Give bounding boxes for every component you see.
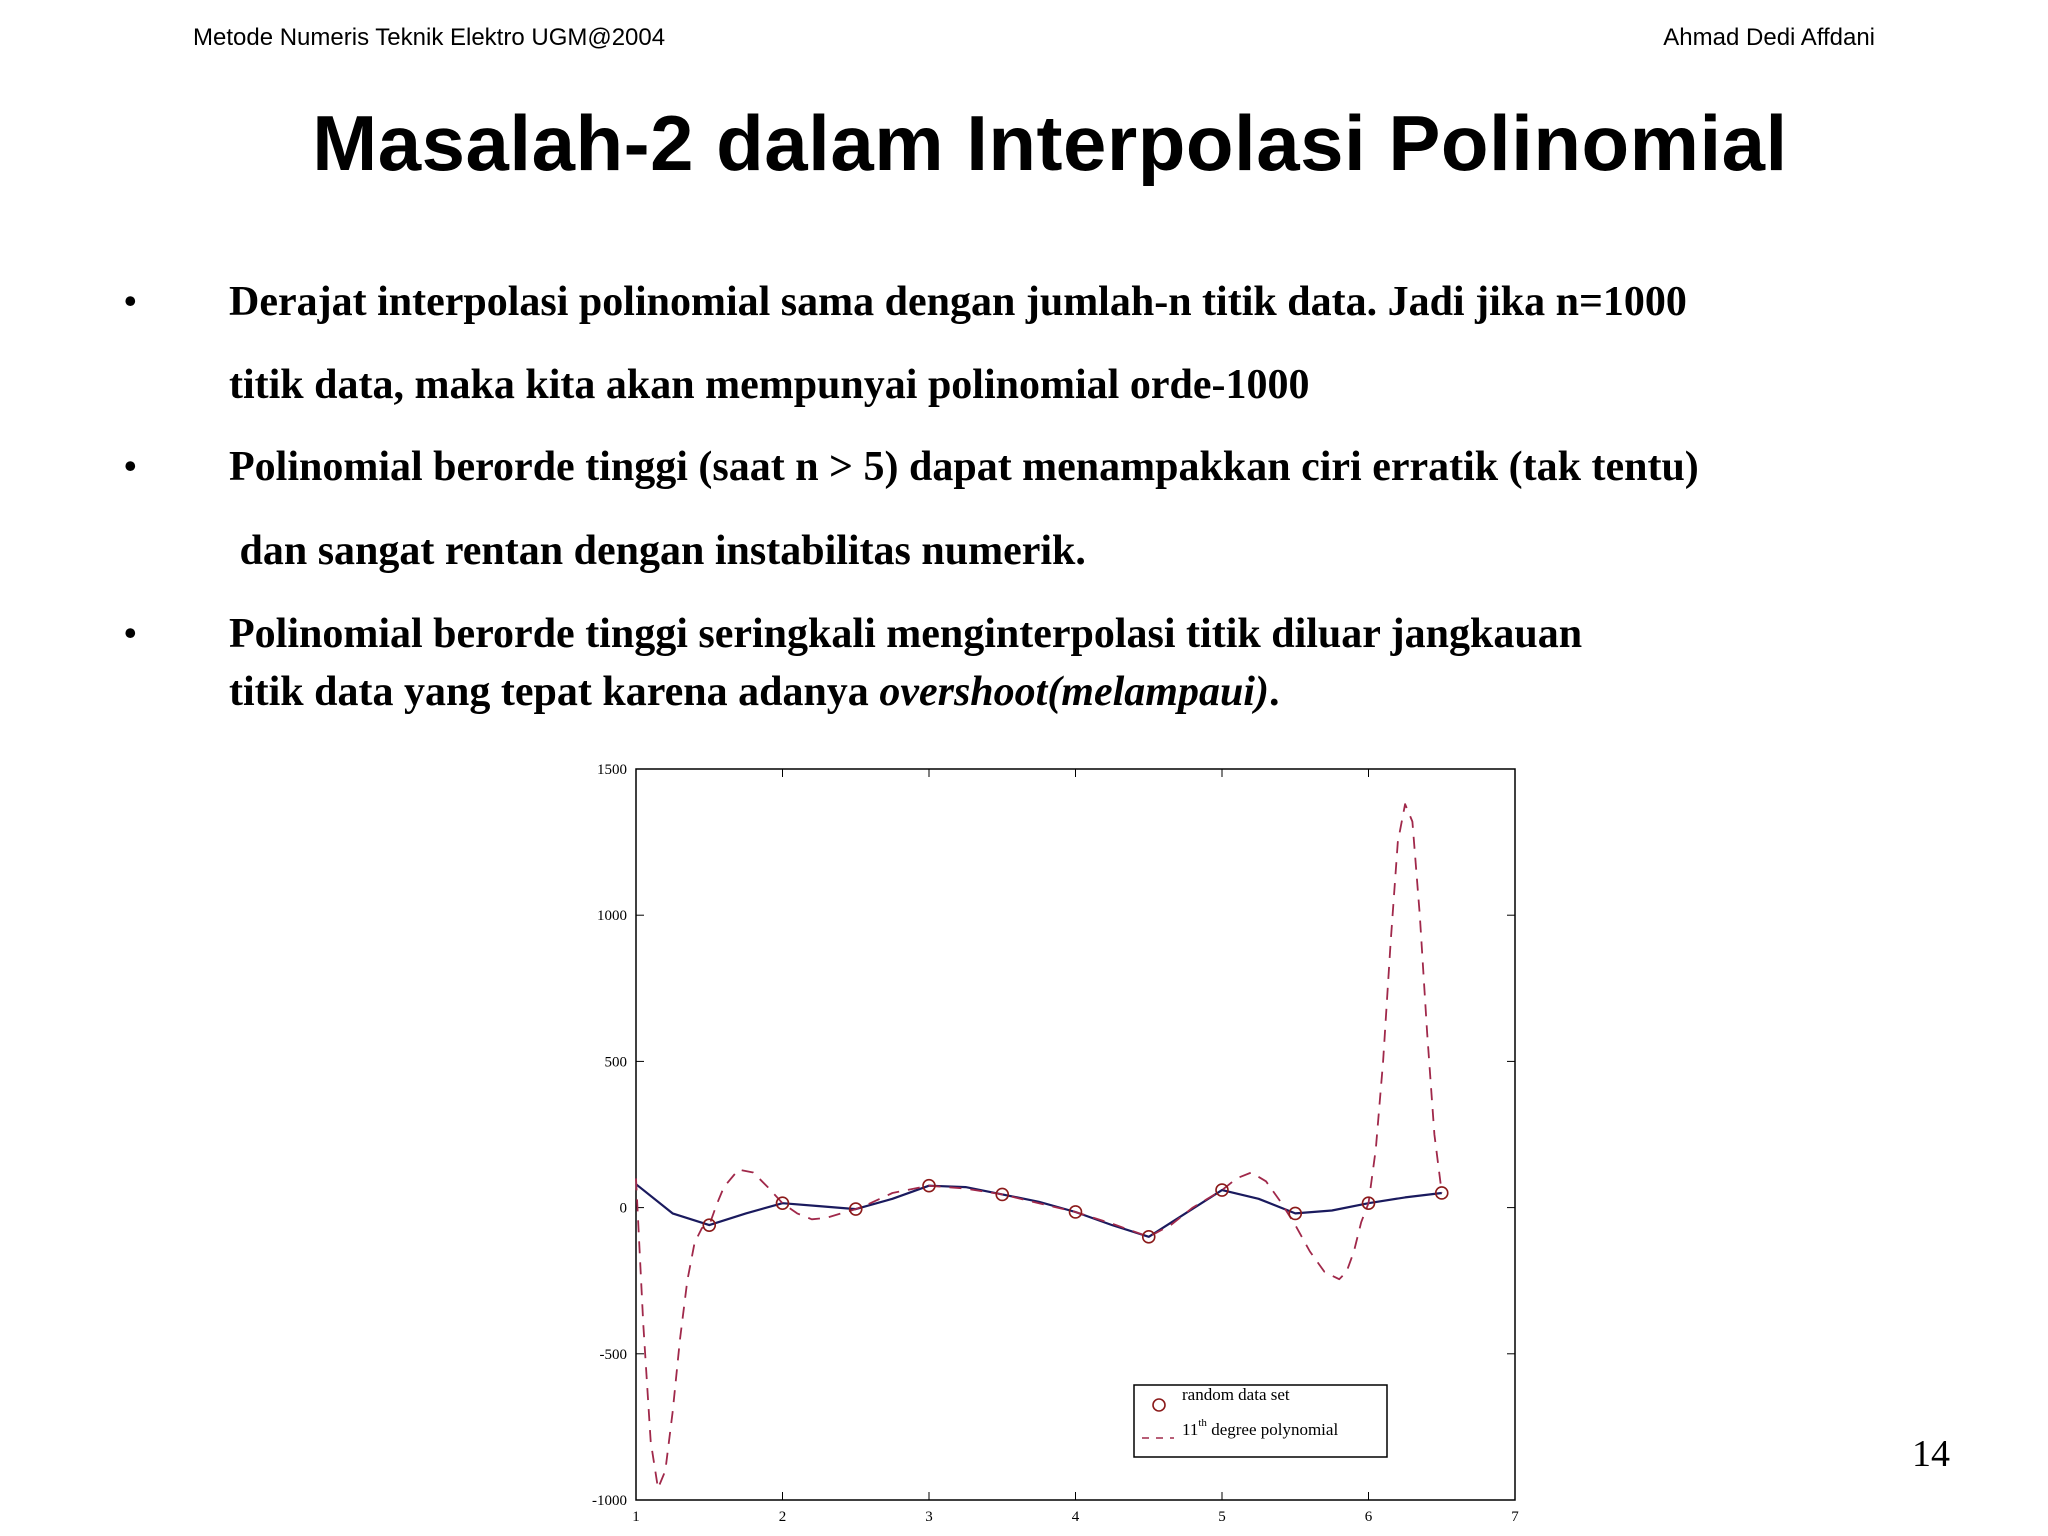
data-line xyxy=(636,1184,1442,1237)
bullet-3-period: . xyxy=(1268,669,1280,715)
x-tick-label: 1 xyxy=(632,1509,640,1525)
x-tick-label: 4 xyxy=(1071,1509,1080,1525)
y-tick-label: -1000 xyxy=(592,1493,627,1509)
y-tick-label: 0 xyxy=(619,1200,627,1217)
bullet-3-line-1: Polinomial berorde tinggi seringkali menginterpolasi titik diluar jangkauan xyxy=(229,611,1583,657)
page-number: 14 xyxy=(1912,1433,1950,1475)
x-tick-label: 6 xyxy=(1364,1509,1373,1525)
y-tick-label: 1000 xyxy=(597,908,627,925)
bullet-3-line-2 xyxy=(229,668,1279,716)
bullet-3-line-2-text: titik data yang tepat karena adanya xyxy=(229,669,880,715)
header-author: Ahmad Dedi Affdani xyxy=(1663,24,1875,51)
bullet-2-line-2: dan sangat rentan dengan instabilitas numerik. xyxy=(229,528,1086,574)
slide-title: Masalah-2 dalam Interpolasi Polinomial xyxy=(312,99,1788,187)
bullet-marker-3: • xyxy=(124,613,137,653)
bullet-1-line-2: titik data, maka kita akan mempunyai polinomial orde-1000 xyxy=(229,362,1310,408)
x-tick-label: 3 xyxy=(925,1509,933,1525)
legend-label-polynomial: 11th degree polynomial xyxy=(1182,1417,1339,1439)
header-course-title: Metode Numeris Teknik Elektro UGM@2004 xyxy=(193,24,666,51)
bullet-1-line-1: Derajat interpolasi polinomial sama dengan jumlah-n titik data. Jadi jika n=1000 xyxy=(229,279,1687,325)
y-tick-label: 500 xyxy=(604,1054,627,1071)
y-tick-label: 1500 xyxy=(597,762,627,778)
interpolation-chart xyxy=(560,755,1540,1535)
bullet-marker-2: • xyxy=(124,446,137,486)
bullet-2-line-1: Polinomial berorde tinggi (saat n > 5) dapat menampakkan ciri erratik (tak tentu) xyxy=(229,444,1699,490)
bullet-marker-1: • xyxy=(124,281,137,321)
x-tick-label: 7 xyxy=(1511,1509,1519,1525)
x-tick-label: 2 xyxy=(778,1509,787,1525)
overshoot-emphasis: overshoot(melampaui) xyxy=(879,669,1269,715)
legend-label-random-data: random data set xyxy=(1182,1385,1290,1404)
y-tick-label: -500 xyxy=(599,1346,627,1363)
x-tick-label: 5 xyxy=(1218,1509,1226,1525)
